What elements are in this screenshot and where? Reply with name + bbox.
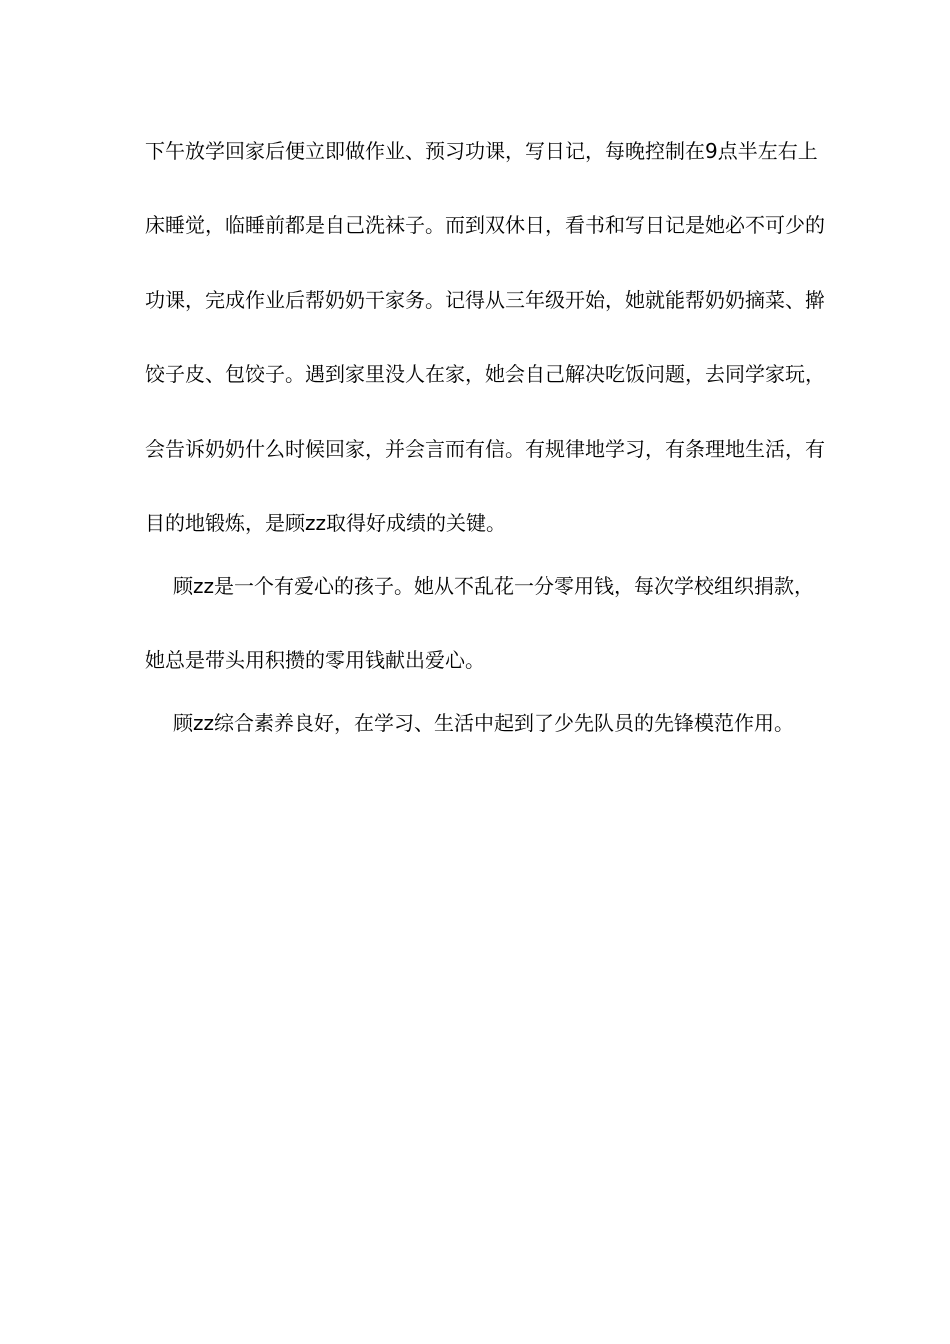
paragraph-3-line-1: 顾zz综合素养良好，在学习、生活中起到了少先队员的先锋模范作用。 [173, 711, 794, 735]
paragraph-1-line-1: 下午放学回家后便立即做作业、预习功课，写日记，每晚控制在9点半左右上 [145, 139, 818, 163]
paragraph-2-line-1: 顾zz是一个有爱心的孩子。她从不乱花一分零用钱，每次学校组织捐款， [173, 574, 814, 598]
paragraph-2-line-2: 她总是带头用积攒的零用钱献出爱心。 [145, 648, 485, 672]
paragraph-1-line-5: 会告诉奶奶什么时候回家，并会言而有信。有规律地学习，有条理地生活，有 [145, 437, 825, 461]
paragraph-1-line-6: 目的地锻炼，是顾zz取得好成绩的关键。 [145, 511, 506, 535]
paragraph-1-line-2: 床睡觉，临睡前都是自己洗袜子。而到双休日，看书和写日记是她必不可少的 [145, 213, 825, 237]
paragraph-1-line-3: 功课，完成作业后帮奶奶干家务。记得从三年级开始，她就能帮奶奶摘菜、擀 [145, 288, 825, 312]
paragraph-1-line-4: 饺子皮、包饺子。遇到家里没人在家，她会自己解决吃饭问题，去同学家玩， [145, 362, 825, 386]
